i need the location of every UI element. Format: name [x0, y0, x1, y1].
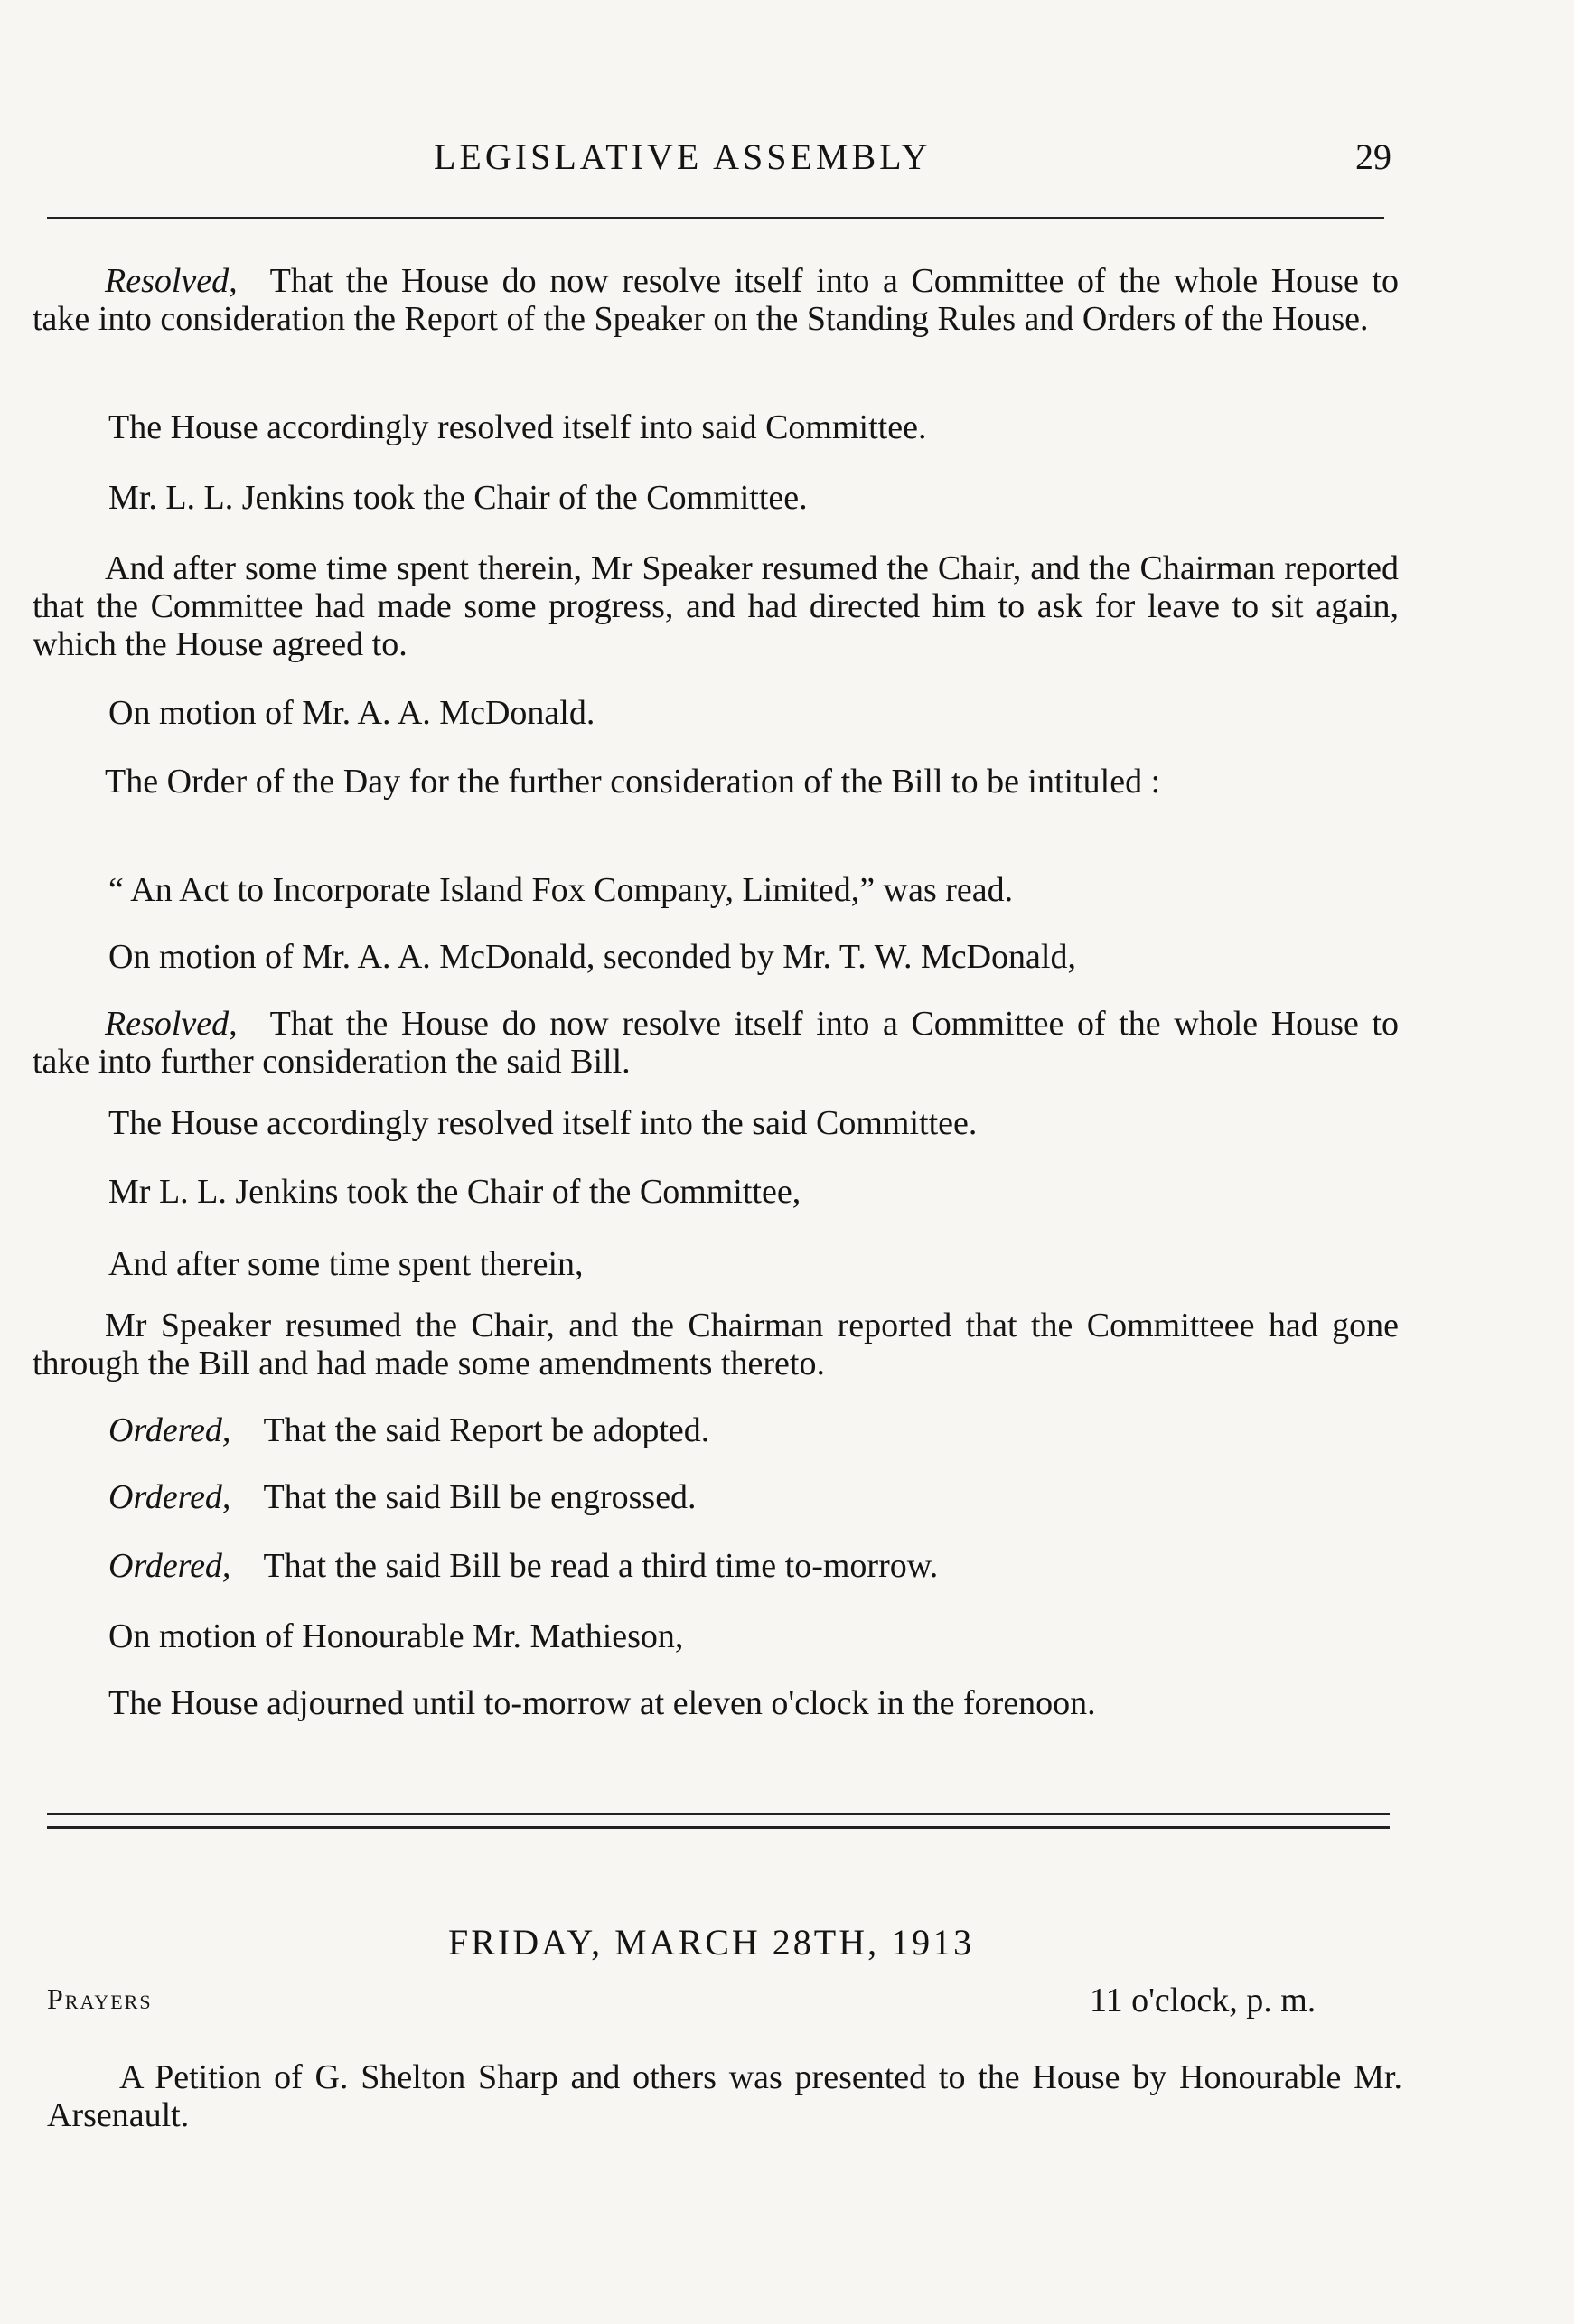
paragraph-2: The House accordingly resolved itself into said Committee. — [108, 408, 927, 446]
header-rule — [47, 217, 1384, 219]
paragraph-4: And after some time spent therein, Mr Speaker resumed the Chair, and the Chairman reported that the Committee had made some progress, and had directed him to ask for leave to sit again, which the House agreed to. — [33, 549, 1399, 663]
resolved-label: Resolved, — [105, 262, 238, 300]
prayers-label: Prayers — [47, 1982, 153, 2015]
running-header — [0, 136, 1574, 190]
paragraph-text: That the said Report be adopted. — [263, 1411, 710, 1449]
paragraph-8: On motion of Mr. A. A. McDonald, seconded by Mr. T. W. McDonald, — [108, 938, 1076, 976]
header-title: LEGISLATIVE ASSEMBLY — [434, 136, 932, 177]
page-number: 29 — [1355, 136, 1391, 177]
paragraph-text: That the House do now resolve itself into a Committee of the whole House to take into further consideration the said Bill. — [33, 1005, 1399, 1081]
paragraph-17: On motion of Honourable Mr. Mathieson, — [108, 1617, 684, 1655]
section-divider — [47, 1813, 1390, 1829]
paragraph-18: The House adjourned until to-morrow at eleven o'clock in the forenoon. — [108, 1684, 1096, 1722]
paragraph-12: And after some time spent therein, — [108, 1245, 584, 1283]
paragraph-resolved-1 — [33, 262, 1399, 338]
ordered-label: Ordered, — [108, 1547, 231, 1585]
session-time: 11 o'clock, p. m. — [1090, 1982, 1316, 2019]
paragraph-text: That the House do now resolve itself into a Committee of the whole House to take into consideration the Report of the Speaker on the Standing Rules and Orders of the House. — [33, 262, 1399, 338]
paragraph-6: The Order of the Day for the further consideration of the Bill to be intituled : — [105, 763, 1161, 801]
paragraph-5: On motion of Mr. A. A. McDonald. — [108, 694, 595, 732]
paragraph-ordered-2 — [108, 1478, 697, 1516]
resolved-label: Resolved, — [105, 1005, 238, 1043]
paragraph-text: That the said Bill be engrossed. — [263, 1478, 697, 1516]
paragraph-ordered-3 — [108, 1547, 938, 1585]
paragraph-text: That the said Bill be read a third time to-morrow. — [263, 1547, 939, 1585]
paragraph-10: The House accordingly resolved itself into the said Committee. — [108, 1104, 978, 1142]
ordered-label: Ordered, — [108, 1478, 231, 1516]
paragraph-resolved-2 — [33, 1005, 1399, 1081]
paragraph-7: “ An Act to Incorporate Island Fox Company, Limited,” was read. — [108, 871, 1014, 909]
paragraph-11: Mr L. L. Jenkins took the Chair of the Committee, — [108, 1173, 801, 1211]
petition-paragraph: A Petition of G. Shelton Sharp and others was presented to the House by Honourable Mr. Arsenault. — [47, 2058, 1402, 2134]
ordered-label: Ordered, — [108, 1411, 231, 1449]
day-heading: FRIDAY, MARCH 28TH, 1913 — [448, 1922, 975, 1963]
paragraph-ordered-1 — [108, 1411, 709, 1449]
paragraph-3: Mr. L. L. Jenkins took the Chair of the Committee. — [108, 479, 808, 517]
paragraph-13: Mr Speaker resumed the Chair, and the Chairman reported that the Committeee had gone through the Bill and had made some amendments thereto. — [33, 1307, 1399, 1382]
